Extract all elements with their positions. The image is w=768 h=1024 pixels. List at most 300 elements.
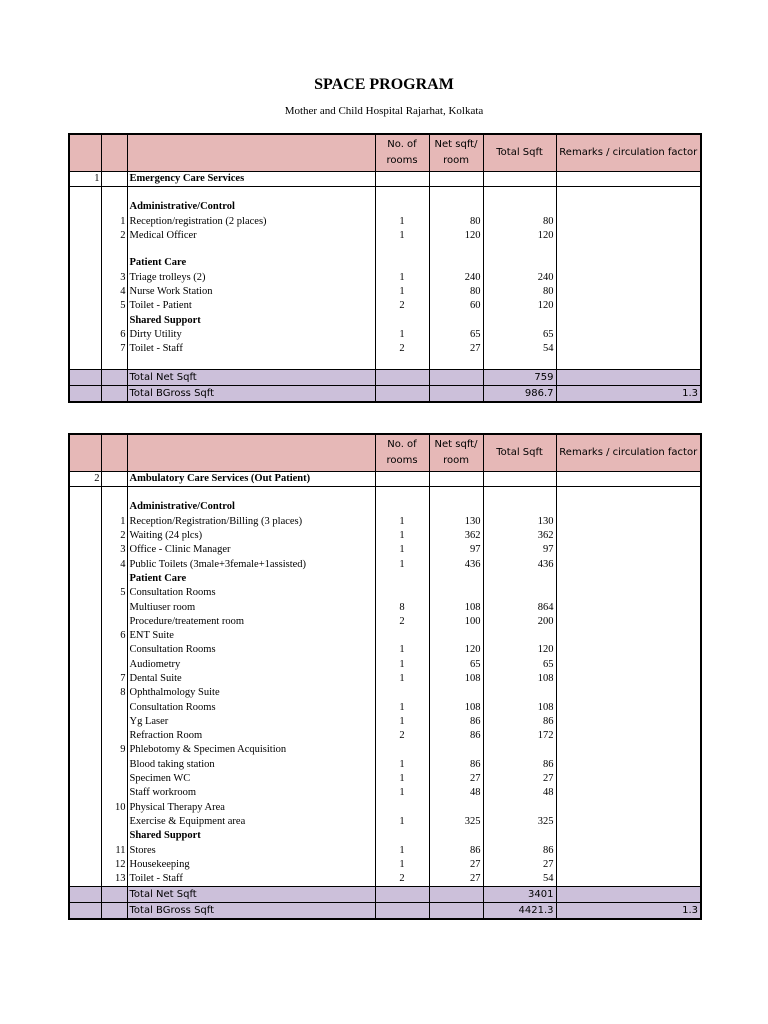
item-number: 2	[101, 229, 127, 243]
total-sqft: 80	[483, 215, 556, 229]
net-sqft	[429, 172, 483, 187]
table-row	[69, 872, 701, 887]
total-sqft: 362	[483, 529, 556, 543]
remarks	[556, 543, 701, 557]
item-number	[101, 172, 127, 187]
table-row	[69, 285, 701, 299]
total-sqft	[483, 572, 556, 586]
spacer-cell	[69, 243, 101, 256]
total-blank	[429, 386, 483, 403]
section-number	[69, 200, 101, 214]
rooms-count: 2	[375, 872, 429, 887]
space-name: Reception/Registration/Billing (3 places)	[127, 515, 375, 529]
header-net-sqft: Net sqft/ room	[429, 434, 483, 472]
space-name: Consultation Rooms	[127, 586, 375, 600]
total-sqft: 86	[483, 715, 556, 729]
rooms-count	[375, 686, 429, 700]
circulation-factor: 1.3	[556, 386, 701, 403]
net-sqft: 60	[429, 299, 483, 313]
total-blank	[429, 370, 483, 386]
subheading-row	[69, 829, 701, 843]
net-sqft: 86	[429, 729, 483, 743]
circulation-factor	[556, 370, 701, 386]
rooms-count: 1	[375, 229, 429, 243]
header-blank	[69, 434, 101, 472]
table-row	[69, 686, 701, 700]
section-number	[69, 715, 101, 729]
item-number	[101, 313, 127, 327]
table-row	[69, 758, 701, 772]
section-number	[69, 256, 101, 270]
net-sqft	[429, 313, 483, 327]
total-sqft	[483, 629, 556, 643]
net-sqft: 80	[429, 285, 483, 299]
rooms-count: 2	[375, 615, 429, 629]
spacer-cell	[483, 487, 556, 501]
remarks	[556, 600, 701, 614]
spacer-cell	[429, 243, 483, 256]
table-row	[69, 215, 701, 229]
header-blank	[69, 134, 101, 172]
item-number: 6	[101, 629, 127, 643]
table-row	[69, 672, 701, 686]
rooms-count: 1	[375, 758, 429, 772]
space-name: Dirty Utility	[127, 328, 375, 342]
circulation-factor	[556, 887, 701, 903]
net-sqft: 108	[429, 600, 483, 614]
total-blank	[429, 903, 483, 920]
rooms-count: 2	[375, 299, 429, 313]
net-sqft: 86	[429, 758, 483, 772]
remarks	[556, 472, 701, 487]
total-sqft: 48	[483, 786, 556, 800]
item-number: 1	[101, 515, 127, 529]
section-title: Administrative/Control	[127, 200, 375, 214]
total-sqft: 325	[483, 815, 556, 829]
total-sqft-value: 986.7	[483, 386, 556, 403]
total-sqft: 200	[483, 615, 556, 629]
space-name: Reception/registration (2 places)	[127, 215, 375, 229]
total-blank	[375, 903, 429, 920]
header-remarks: Remarks / circulation factor	[556, 434, 701, 472]
net-sqft	[429, 829, 483, 843]
table-row	[69, 743, 701, 757]
rooms-count: 1	[375, 285, 429, 299]
total-sqft: 65	[483, 658, 556, 672]
total-blank	[101, 887, 127, 903]
header-blank	[127, 434, 375, 472]
rooms-count: 2	[375, 342, 429, 356]
space-table-emergency	[68, 133, 702, 403]
total-sqft: 130	[483, 515, 556, 529]
item-number: 5	[101, 586, 127, 600]
space-name: Toilet - Patient	[127, 299, 375, 313]
total-sqft: 240	[483, 270, 556, 284]
table-row	[69, 843, 701, 857]
section-number	[69, 500, 101, 514]
rooms-count: 2	[375, 729, 429, 743]
total-sqft	[483, 500, 556, 514]
spacer-cell	[101, 356, 127, 370]
remarks	[556, 772, 701, 786]
remarks	[556, 658, 701, 672]
section-number	[69, 686, 101, 700]
spacer-cell	[69, 487, 101, 501]
total-sqft: 120	[483, 643, 556, 657]
header-remarks: Remarks / circulation factor	[556, 134, 701, 172]
circulation-factor: 1.3	[556, 903, 701, 920]
item-number: 13	[101, 872, 127, 887]
section-title: Emergency Care Services	[127, 172, 375, 187]
total-label: Total Net Sqft	[127, 370, 375, 386]
table-row	[69, 229, 701, 243]
total-blank	[375, 370, 429, 386]
section-number	[69, 729, 101, 743]
total-sqft: 108	[483, 672, 556, 686]
item-number: 2	[101, 529, 127, 543]
section-number	[69, 557, 101, 571]
remarks	[556, 715, 701, 729]
net-sqft: 240	[429, 270, 483, 284]
table-row	[69, 342, 701, 356]
item-number	[101, 772, 127, 786]
remarks	[556, 500, 701, 514]
rooms-count	[375, 586, 429, 600]
item-number	[101, 500, 127, 514]
space-table-ambulatory	[68, 433, 702, 920]
spacer-row	[69, 243, 701, 256]
item-number	[101, 472, 127, 487]
net-sqft: 80	[429, 215, 483, 229]
item-number: 3	[101, 270, 127, 284]
item-number	[101, 572, 127, 586]
spacer-cell	[483, 243, 556, 256]
total-sqft: 864	[483, 600, 556, 614]
spacer-row	[69, 487, 701, 501]
remarks	[556, 729, 701, 743]
total-blank	[101, 370, 127, 386]
item-number	[101, 729, 127, 743]
section-title: Patient Care	[127, 256, 375, 270]
section-number	[69, 342, 101, 356]
net-sqft	[429, 586, 483, 600]
remarks	[556, 615, 701, 629]
total-sqft: 80	[483, 285, 556, 299]
subheading-row	[69, 500, 701, 514]
item-number	[101, 815, 127, 829]
rooms-count	[375, 256, 429, 270]
item-number	[101, 758, 127, 772]
net-sqft: 130	[429, 515, 483, 529]
rooms-count: 1	[375, 543, 429, 557]
subheading-row	[69, 313, 701, 327]
item-number	[101, 615, 127, 629]
table-row	[69, 299, 701, 313]
spacer-cell	[556, 187, 701, 201]
section-row	[69, 172, 701, 187]
space-name: Waiting (24 plcs)	[127, 529, 375, 543]
table-header	[69, 134, 701, 172]
remarks	[556, 629, 701, 643]
net-sqft	[429, 500, 483, 514]
space-name: Blood taking station	[127, 758, 375, 772]
section-number	[69, 299, 101, 313]
item-number: 11	[101, 843, 127, 857]
spacer-cell	[375, 187, 429, 201]
section-number	[69, 313, 101, 327]
space-name: Ophthalmology Suite	[127, 686, 375, 700]
table-row	[69, 715, 701, 729]
item-number	[101, 200, 127, 214]
section-number	[69, 629, 101, 643]
header-total-sqft: Total Sqft	[483, 434, 556, 472]
remarks	[556, 743, 701, 757]
total-sqft: 436	[483, 557, 556, 571]
spacer-cell	[375, 487, 429, 501]
net-sqft: 48	[429, 786, 483, 800]
table-row	[69, 586, 701, 600]
remarks	[556, 858, 701, 872]
total-sqft	[483, 801, 556, 815]
section-number	[69, 843, 101, 857]
rooms-count	[375, 801, 429, 815]
total-sqft: 172	[483, 729, 556, 743]
section-number	[69, 615, 101, 629]
spacer-cell	[127, 356, 375, 370]
spacer-cell	[429, 487, 483, 501]
rooms-count: 1	[375, 215, 429, 229]
header-blank	[101, 134, 127, 172]
total-sqft: 97	[483, 543, 556, 557]
header-net-sqft: Net sqft/ room	[429, 134, 483, 172]
rooms-count	[375, 743, 429, 757]
item-number	[101, 786, 127, 800]
rooms-count	[375, 629, 429, 643]
space-name: Procedure/treatement room	[127, 615, 375, 629]
rooms-count: 1	[375, 672, 429, 686]
page-subtitle: Mother and Child Hospital Rajarhat, Kolkata	[284, 105, 484, 117]
section-number	[69, 643, 101, 657]
net-sqft: 86	[429, 843, 483, 857]
section-number	[69, 743, 101, 757]
total-sqft: 108	[483, 700, 556, 714]
remarks	[556, 285, 701, 299]
item-number	[101, 829, 127, 843]
space-name: Dental Suite	[127, 672, 375, 686]
header-rooms: No. of rooms	[375, 134, 429, 172]
remarks	[556, 843, 701, 857]
total-sqft: 86	[483, 758, 556, 772]
header-total-sqft: Total Sqft	[483, 134, 556, 172]
total-row	[69, 370, 701, 386]
space-name: Toilet - Staff	[127, 342, 375, 356]
table-row	[69, 600, 701, 614]
space-name: Public Toilets (3male+3female+1assisted)	[127, 557, 375, 571]
table-row	[69, 270, 701, 284]
spacer-row	[69, 356, 701, 370]
table-row	[69, 772, 701, 786]
space-name: Multiuser room	[127, 600, 375, 614]
remarks	[556, 801, 701, 815]
space-name: Consultation Rooms	[127, 700, 375, 714]
item-number	[101, 600, 127, 614]
total-blank	[375, 386, 429, 403]
total-sqft-value: 759	[483, 370, 556, 386]
table-row	[69, 615, 701, 629]
item-number: 7	[101, 342, 127, 356]
space-name: Audiometry	[127, 658, 375, 672]
remarks	[556, 200, 701, 214]
section-number	[69, 515, 101, 529]
total-blank	[69, 887, 101, 903]
total-sqft: 120	[483, 299, 556, 313]
total-sqft	[483, 313, 556, 327]
net-sqft	[429, 743, 483, 757]
table-row	[69, 529, 701, 543]
net-sqft	[429, 686, 483, 700]
section-number	[69, 786, 101, 800]
rooms-count: 1	[375, 515, 429, 529]
rooms-count	[375, 172, 429, 187]
remarks	[556, 515, 701, 529]
net-sqft	[429, 572, 483, 586]
rooms-count: 1	[375, 658, 429, 672]
remarks	[556, 557, 701, 571]
total-blank	[69, 370, 101, 386]
item-number	[101, 643, 127, 657]
item-number: 6	[101, 328, 127, 342]
section-number	[69, 872, 101, 887]
remarks	[556, 586, 701, 600]
table-row	[69, 729, 701, 743]
table-row	[69, 786, 701, 800]
space-name: Housekeeping	[127, 858, 375, 872]
total-sqft	[483, 829, 556, 843]
table-row	[69, 543, 701, 557]
spacer-cell	[556, 243, 701, 256]
rooms-count: 1	[375, 815, 429, 829]
net-sqft: 108	[429, 700, 483, 714]
section-number	[69, 772, 101, 786]
total-label: Total BGross Sqft	[127, 386, 375, 403]
table-row	[69, 801, 701, 815]
rooms-count: 8	[375, 600, 429, 614]
section-number	[69, 215, 101, 229]
total-sqft-value: 3401	[483, 887, 556, 903]
item-number: 12	[101, 858, 127, 872]
remarks	[556, 270, 701, 284]
net-sqft: 27	[429, 872, 483, 887]
space-name: Consultation Rooms	[127, 643, 375, 657]
remarks	[556, 313, 701, 327]
subheading-row	[69, 200, 701, 214]
item-number: 5	[101, 299, 127, 313]
space-name: ENT Suite	[127, 629, 375, 643]
net-sqft: 27	[429, 858, 483, 872]
section-number: 2	[69, 472, 101, 487]
net-sqft: 325	[429, 815, 483, 829]
net-sqft: 108	[429, 672, 483, 686]
section-number	[69, 270, 101, 284]
total-blank	[375, 887, 429, 903]
total-blank	[69, 903, 101, 920]
total-blank	[101, 386, 127, 403]
section-title: Ambulatory Care Services (Out Patient)	[127, 472, 375, 487]
total-blank	[101, 903, 127, 920]
table-header	[69, 434, 701, 472]
item-number	[101, 256, 127, 270]
net-sqft: 436	[429, 557, 483, 571]
header-rooms: No. of rooms	[375, 434, 429, 472]
remarks	[556, 529, 701, 543]
total-sqft	[483, 743, 556, 757]
total-row	[69, 903, 701, 920]
header-blank	[127, 134, 375, 172]
section-title: Shared Support	[127, 313, 375, 327]
item-number	[101, 700, 127, 714]
space-name: Stores	[127, 843, 375, 857]
remarks	[556, 256, 701, 270]
total-sqft: 86	[483, 843, 556, 857]
total-sqft-value: 4421.3	[483, 903, 556, 920]
spacer-cell	[483, 187, 556, 201]
section-number	[69, 700, 101, 714]
table-row	[69, 515, 701, 529]
table-row	[69, 700, 701, 714]
total-sqft: 65	[483, 328, 556, 342]
item-number: 4	[101, 285, 127, 299]
space-name: Toilet - Staff	[127, 872, 375, 887]
remarks	[556, 299, 701, 313]
remarks	[556, 758, 701, 772]
total-label: Total Net Sqft	[127, 887, 375, 903]
spacer-cell	[375, 356, 429, 370]
section-number	[69, 858, 101, 872]
table-row	[69, 557, 701, 571]
table-row	[69, 328, 701, 342]
spacer-cell	[69, 356, 101, 370]
total-label: Total BGross Sqft	[127, 903, 375, 920]
net-sqft	[429, 472, 483, 487]
net-sqft: 27	[429, 342, 483, 356]
spacer-cell	[101, 243, 127, 256]
total-sqft	[483, 686, 556, 700]
net-sqft	[429, 629, 483, 643]
table-row	[69, 629, 701, 643]
rooms-count: 1	[375, 529, 429, 543]
remarks	[556, 328, 701, 342]
spacer-cell	[556, 356, 701, 370]
total-sqft	[483, 586, 556, 600]
item-number: 1	[101, 215, 127, 229]
rooms-count	[375, 313, 429, 327]
rooms-count	[375, 200, 429, 214]
spacer-row	[69, 187, 701, 201]
net-sqft: 86	[429, 715, 483, 729]
remarks	[556, 643, 701, 657]
section-number	[69, 328, 101, 342]
total-sqft	[483, 472, 556, 487]
section-title: Administrative/Control	[127, 500, 375, 514]
item-number: 7	[101, 672, 127, 686]
spacer-cell	[101, 187, 127, 201]
remarks	[556, 872, 701, 887]
rooms-count: 1	[375, 843, 429, 857]
section-number	[69, 285, 101, 299]
table-row	[69, 858, 701, 872]
net-sqft: 65	[429, 658, 483, 672]
net-sqft: 65	[429, 328, 483, 342]
